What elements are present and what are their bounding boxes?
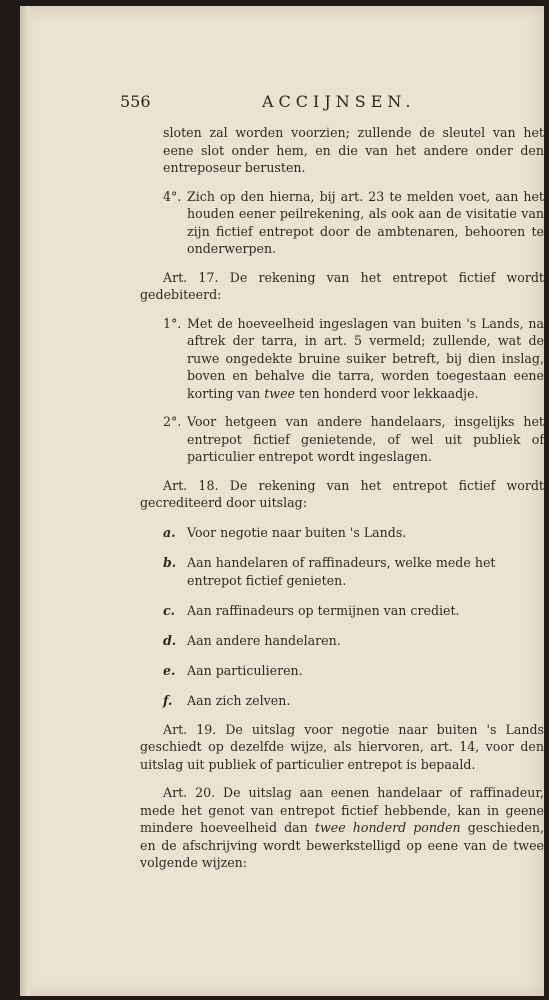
item-letter: d. <box>163 632 177 648</box>
emphasis: twee honderd ponden <box>314 820 461 836</box>
page-header <box>120 92 540 116</box>
item-letter: c. <box>163 602 176 618</box>
article-20 <box>140 784 544 872</box>
lettered-item-b <box>140 554 544 589</box>
item-text: Zich op den hierna, bij art. 23 te melden voet, aan het houden eener peilrekening, als ook aan de visitatie van zijn fictief entrepot door de ambtenaren, behooren te onderwerpen. <box>187 188 544 256</box>
continued-paragraph: sloten zal worden voorzien; zullende de sleutel van het eene slot onder hem, en die van het andere onder den entreposeur berusten. <box>163 125 544 175</box>
numbered-item-2 <box>140 413 544 466</box>
item-text: Aan handelaren of raffinadeurs, welke mede het entrepot fictief genieten. <box>187 555 496 588</box>
item-letter: b. <box>163 555 177 571</box>
item-text: Aan andere handelaren. <box>187 632 341 648</box>
article-text: Art. 20. De uitslag aan eenen handelaar of raffinadeur, mede het genot van entrepot fictief hebbende, kan in geene mindere hoeveelheid dan <box>140 785 544 836</box>
book-page <box>20 6 544 996</box>
item-text: ten honderd voor lekkaadje. <box>299 385 479 401</box>
body-text <box>140 124 544 883</box>
lettered-item-d <box>140 632 544 650</box>
article-19: Art. 19. De uitslag voor negotie naar buiten 's Lands geschiedt op dezelfde wijze, als hiervoren, art. 14, voor den uitslag uit publiek of particulier entrepot is bepaald. <box>140 721 544 772</box>
item-number: 4°. <box>163 188 182 204</box>
article-18: Art. 18. De rekening van het entrepot fictief wordt gecrediteerd door uitslag: <box>140 477 544 510</box>
running-head: ACCIJNSEN. <box>262 92 416 111</box>
item-number: 2°. <box>163 414 182 429</box>
item-text: Voor negotie naar buiten 's Lands. <box>187 525 407 541</box>
item-letter: e. <box>163 662 176 678</box>
numbered-item-4 <box>140 188 544 258</box>
lettered-item-c <box>140 602 544 620</box>
lettered-item-e <box>140 662 544 680</box>
numbered-item-1 <box>140 315 544 403</box>
page-number: 556 <box>120 92 151 111</box>
article-text: geschieden, en de afschrijving wordt bewerkstelligd op eene van de twee volgende wijzen: <box>140 820 544 871</box>
item-text: Met de hoeveelheid ingeslagen van buiten 's Lands, na aftrek der tarra, in art. 5 vermeld; zullende, wat de ruwe ongedekte bruine suiker betreft, bij dien inslag, boven en behalve die tarra, worden toegestaan eene korting van <box>187 315 544 401</box>
item-text: Aan particulieren. <box>187 662 303 678</box>
lettered-item-f <box>140 692 544 710</box>
emphasis: twee <box>264 385 295 401</box>
item-number: 1°. <box>163 315 182 331</box>
item-letter: a. <box>163 525 176 541</box>
item-text: Aan zich zelven. <box>187 693 291 709</box>
item-text: Aan raffinadeurs op termijnen van crediet. <box>187 602 460 618</box>
item-letter: f. <box>163 693 173 709</box>
item-text: Voor hetgeen van andere handelaars, insgelijks het entrepot fictief genietende, of wel uit publiek of particulier entrepot wordt ingeslagen. <box>187 414 544 464</box>
lettered-item-a <box>140 524 544 542</box>
page-gutter-shadow <box>20 6 30 996</box>
article-17: Art. 17. De rekening van het entrepot fictief wordt gedebiteerd: <box>140 269 544 302</box>
